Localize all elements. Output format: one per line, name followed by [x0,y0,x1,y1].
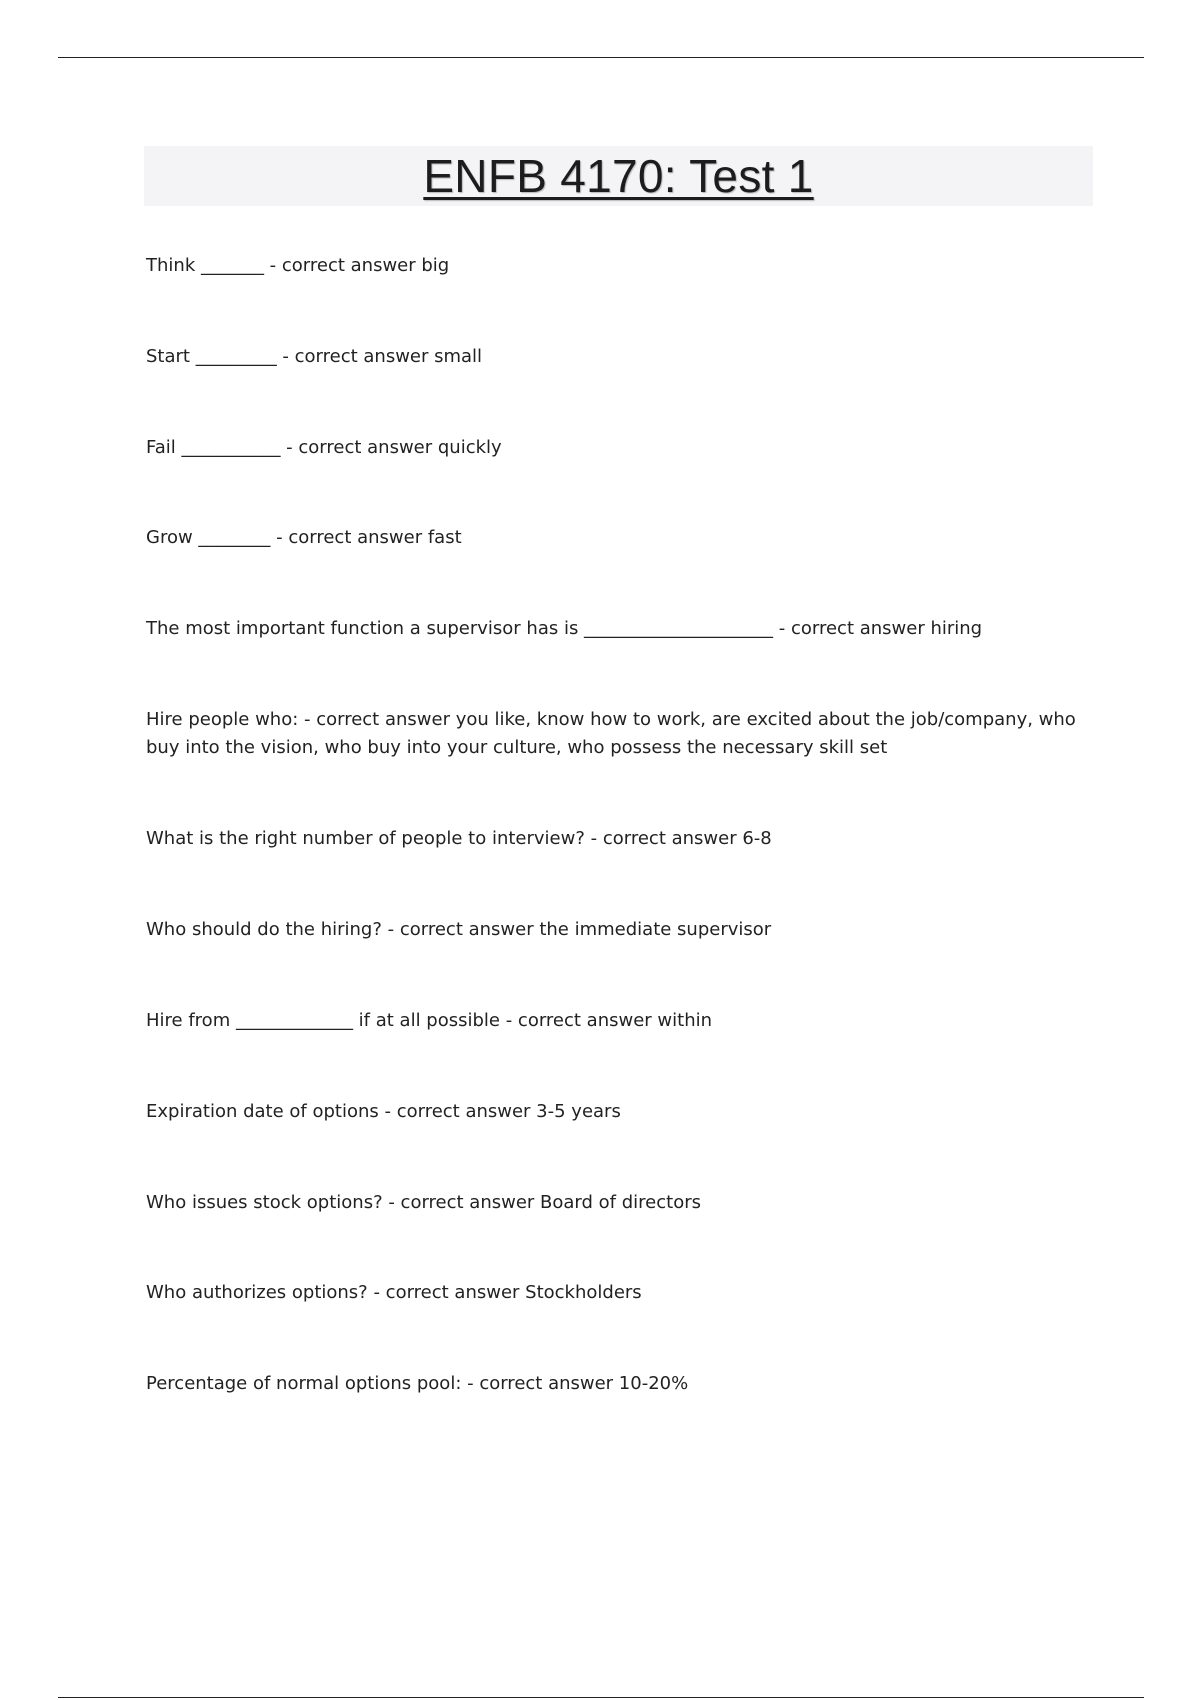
question-item-4: Grow ________ - correct answer fast [146,527,462,548]
question-item-10: Expiration date of options - correct answer 3-5 years [146,1101,621,1122]
question-item-5: The most important function a supervisor has is _____________________ - correct answer hiring [146,618,983,639]
question-item-3: Fail ___________ - correct answer quickly [146,437,502,458]
question-item-6: Hire people who: - correct answer you like, know how to work, are excited about the job/company, who buy into the vision, who buy into your culture, who possess the necessary skill set [146,709,1076,758]
question-item-7: What is the right number of people to interview? - correct answer 6-8 [146,828,772,849]
top-rule [58,57,1144,58]
question-item-8: Who should do the hiring? - correct answer the immediate supervisor [146,919,772,940]
question-item-2: Start _________ - correct answer small [146,346,483,367]
question-item-13: Percentage of normal options pool: - correct answer 10-20% [146,1373,689,1394]
question-item-9: Hire from _____________ if at all possible - correct answer within [146,1010,713,1031]
title-band [144,146,1093,206]
page-title: ENFB 4170: Test 1 [423,150,814,202]
question-item-11: Who issues stock options? - correct answer Board of directors [146,1192,701,1213]
question-item-12: Who authorizes options? - correct answer Stockholders [146,1282,642,1303]
question-item-1: Think _______ - correct answer big [146,255,450,276]
bottom-rule [58,1697,1144,1698]
